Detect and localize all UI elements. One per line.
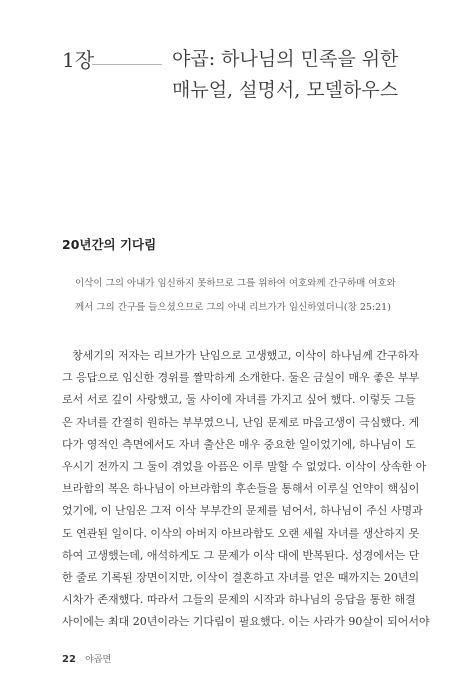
page-number: 22 bbox=[62, 654, 76, 665]
body-line: 하여 고생했는데, 애석하게도 그 문제가 이삭 대에 반복된다. 성경에서는 단 bbox=[62, 548, 420, 562]
body-line: 우시기 전까지 그 둘이 겪었을 아픔은 이루 말할 수 없었다. 이삭이 상속한 아 bbox=[62, 460, 427, 474]
section-heading: 20년간의 기다림 bbox=[62, 237, 157, 252]
body-line: 그 응답으로 임신한 경위를 짤막하게 소개한다. 둘은 금실이 매우 좋은 부부 bbox=[62, 371, 420, 385]
body-paragraph bbox=[62, 345, 430, 634]
body-line: 었기에, 이 난임은 그저 이삭 부부간의 문제를 넘어서, 하나님이 주신 사명과 bbox=[62, 504, 423, 518]
chapter-number: 1장 bbox=[62, 48, 95, 72]
body-line: 브라함의 복은 하나님이 아브라함의 후손들을 통해서 이루실 언약이 핵심이 bbox=[62, 482, 420, 496]
page-footer bbox=[62, 652, 111, 665]
chapter-title bbox=[172, 44, 442, 106]
body-line: 시차가 존재했다. 따라서 그들의 문제의 시작과 하나님의 응답을 통한 해결 bbox=[62, 593, 416, 607]
body-line: 다가 영적인 측면에서도 자녀 출산은 매우 중요한 일이었기에, 하나님이 도 bbox=[62, 437, 416, 451]
chapter-title-line: 매뉴얼, 설명서, 모델하우스 bbox=[172, 79, 399, 101]
chapter-divider-line bbox=[92, 64, 162, 65]
body-line: 창세기의 저자는 리브가가 난임으로 고생했고, 이삭이 하나님께 간구하자 bbox=[72, 349, 419, 362]
body-line: 은 자녀를 간절히 원하는 부부였으니, 난임 문제로 마음고생이 극심했다. 게 bbox=[62, 415, 420, 429]
running-book-title: 야곱면 bbox=[85, 655, 112, 665]
body-line: 사이에는 최대 20년이라는 기다림이 필요했다. 이는 사라가 90살이 되어서야 bbox=[62, 615, 430, 629]
body-line: 로서 서로 깊이 사랑했고, 둘 사이에 자녀를 가지고 싶어 했다. 이렇듯 그들 bbox=[62, 393, 416, 407]
epigraph-line: 께서 그의 간구를 들으셨으므로 그의 아내 리브가가 임신하였더니(창 25:21) bbox=[75, 302, 391, 313]
body-line: 도 연관된 일이다. 이삭의 아버지 아브라함도 오랜 세월 자녀를 생산하지 못 bbox=[62, 526, 420, 540]
chapter-title-line: 야곱: 하나님의 민족을 위한 bbox=[172, 48, 399, 70]
epigraph-quote bbox=[75, 272, 405, 320]
epigraph-line: 이삭이 그의 아내가 임신하지 못하므로 그를 위하여 여호와께 간구하매 여호와 bbox=[75, 278, 396, 289]
body-line: 한 줄로 기록된 장면이지만, 이삭이 결혼하고 자녀를 얻은 때까지는 20년의 bbox=[62, 571, 420, 585]
